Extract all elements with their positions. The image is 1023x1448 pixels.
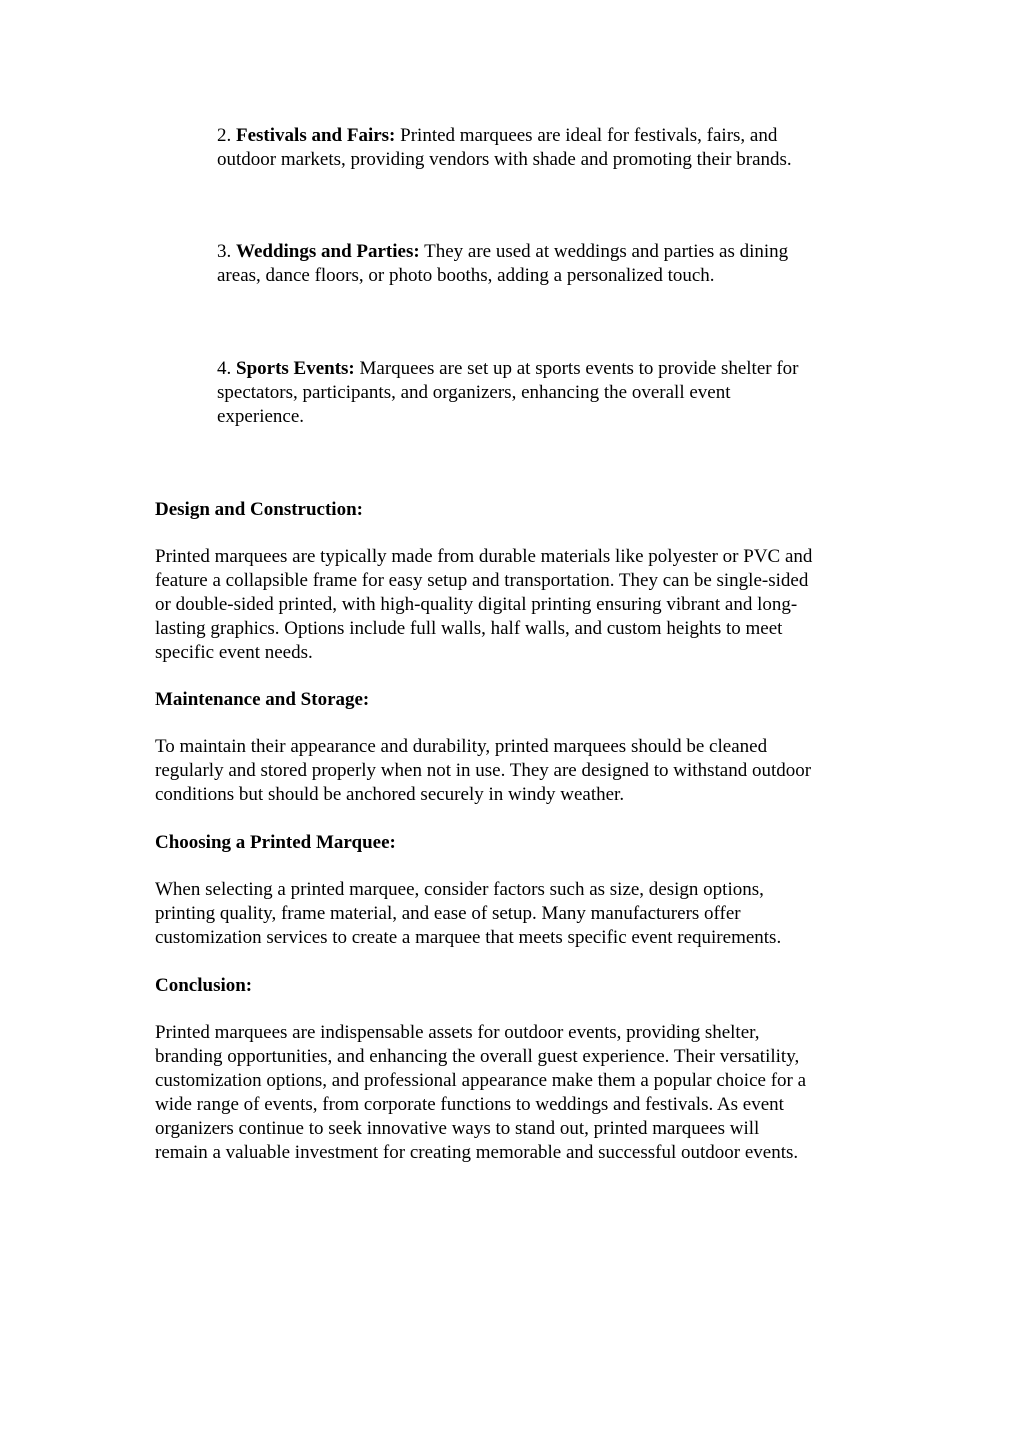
paragraph-line: feature a collapsible frame for easy setup and transportation. They can be single-sided [155,570,809,591]
list-item-text: experience. [217,406,305,427]
paragraph-line: customization services to create a marquee that meets specific event requirements. [155,927,782,948]
paragraph-line: organizers continue to seek innovative ways to stand out, printed marquees will [155,1118,760,1139]
section-body-conclusion [155,1021,806,1165]
paragraph-line: lasting graphics. Options include full walls, half walls, and custom heights to meet [155,618,783,639]
list-item-text: Marquees are set up at sports events to provide shelter for [359,358,799,379]
paragraph-line: customization options, and professional appearance make them a popular choice for a [155,1070,807,1091]
section-heading-conclusion: Conclusion: [155,975,253,996]
section-body-design [155,545,812,665]
list-item-festivals [217,124,792,172]
paragraph-line: printing quality, frame material, and ease of setup. Many manufacturers offer [155,903,741,924]
list-item-text: areas, dance floors, or photo booths, adding a personalized touch. [217,265,715,286]
section-heading-maintenance: Maintenance and Storage: [155,689,370,710]
list-item-number: 4. [217,358,232,379]
list-item-term: Weddings and Parties: [236,241,420,262]
paragraph-line: When selecting a printed marquee, consider factors such as size, design options, [155,879,764,900]
paragraph-line: regularly and stored properly when not in use. They are designed to withstand outdoor [155,760,812,781]
paragraph-line: or double-sided printed, with high-quality digital printing ensuring vibrant and long- [155,594,798,615]
paragraph-line: To maintain their appearance and durability, printed marquees should be cleaned [155,736,768,757]
list-item-term: Festivals and Fairs: [236,125,396,146]
list-item-first-line [217,124,792,148]
section-body-maintenance [155,735,811,807]
list-item-number: 2. [217,125,232,146]
list-item-text: Printed marquees are ideal for festivals, fairs, and [400,125,778,146]
paragraph-line: Printed marquees are indispensable assets for outdoor events, providing shelter, [155,1022,760,1043]
section-heading-choosing: Choosing a Printed Marquee: [155,832,396,853]
section-body-choosing [155,878,781,950]
list-item-sports [217,357,799,429]
paragraph-line: wide range of events, from corporate functions to weddings and festivals. As event [155,1094,784,1115]
section-heading-design: Design and Construction: [155,499,363,520]
list-item-weddings [217,240,788,288]
paragraph-line: remain a valuable investment for creating memorable and successful outdoor events. [155,1142,799,1163]
paragraph-line: Printed marquees are typically made from durable materials like polyester or PVC and [155,546,813,567]
list-item-first-line [217,357,799,381]
list-item-term: Sports Events: [236,358,355,379]
paragraph-line: branding opportunities, and enhancing the overall guest experience. Their versatility, [155,1046,800,1067]
list-item-number: 3. [217,241,232,262]
list-item-first-line [217,240,788,264]
paragraph-line: specific event needs. [155,642,313,663]
paragraph-line: conditions but should be anchored securely in windy weather. [155,784,625,805]
list-item-text: outdoor markets, providing vendors with shade and promoting their brands. [217,149,792,170]
list-item-text: spectators, participants, and organizers, enhancing the overall event [217,382,731,403]
list-item-text: They are used at weddings and parties as dining [424,241,789,262]
